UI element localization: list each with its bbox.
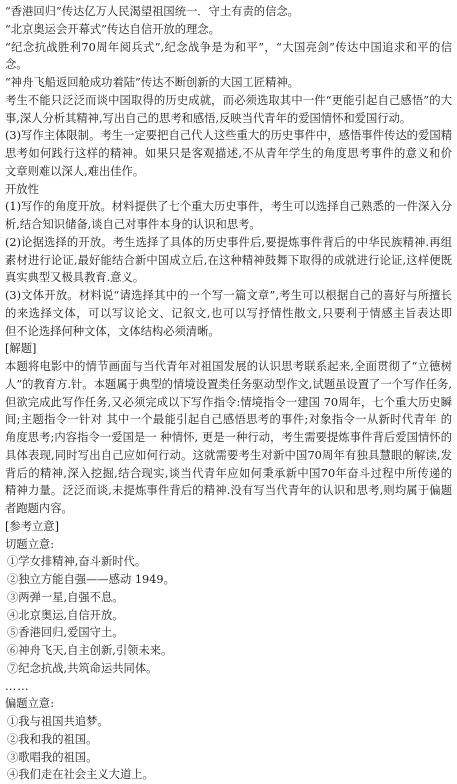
text-line: 文章则难以深人,难出佳作。 [5,164,145,178]
text-line: 析,结合知识储备,谈自己对事件本身的认识和思考。 [5,218,261,231]
text-line: 的来选择文体，可以写议论文、记叙文,也可以写抒情性散文,只要利于情感主旨表达即 [5,306,452,320]
document-page [5,3,452,784]
text-line: “神舟飞船返回舱成功着陆”传达不断创新的大国工匠精神。 [5,76,299,89]
text-line: 考生不能只泛泛而谈中国取得的历史成就，而必须选取其中一件“更能引起自己感悟”的大 [5,93,452,107]
text-line: (3)文体开放。材料说“请选择其中的一个写一篇文章”,考生可以根据自己的喜好与所擅长 [5,289,452,302]
list-item: ③两弹一星,自强不息。 [7,590,124,604]
text-line: 但不论选择何种文体，文体结构必须清晰。 [5,324,220,338]
text-line: 素材进行论证,最好能结合新中国成立后,在这种精神鼓舞下取得的成就进行论证,这样便既 [5,253,452,267]
text-line: 精神力量。泛泛而谈,未提炼事件背后的精神.没有写当代青年的认识和思考,则均属于偏题 [5,484,452,498]
text-line: 具体表现,同时写出自己应如何行动。这就需要考生对新中国70周年有独具慧眼的解读,发 [5,448,452,462]
text-line: (2)论据选择的开放。考生选择了具体的历史事件后,要提炼事件背后的中华民族精神.再组 [5,235,452,249]
text-line: (3)写作主体限制。考生一定要把自己代人这些重大的历史事件中，感悟事件传达的爱国精 [5,129,452,143]
section-heading: [参考立意] [5,519,60,533]
text-line: 念。 [5,58,28,72]
text-line: 者跑题内容。 [5,502,73,515]
text-line: 但欲完成此写作任务,又必须完成以下写作指令:情境指令一建国 70周年，七个重大历史瞬 [5,395,452,409]
section-heading: 开放性 [5,182,39,196]
text-line: “纪念抗战胜利70周年阅兵式”,纪念战争是为和平”，“大国亮剑”传达中国追求和平的信 [5,40,452,54]
list-item: ③歌唱我的祖国。 [7,750,98,764]
text-line: 思考如何践行这样的精神。如果只是客观描述,不从青年学生的角度思考事件的意义和价 [5,147,452,160]
text-line: “香港回归”传达亿万人民渴望祖国统一．守土有责的信念。 [5,5,299,18]
list-item: ①学女排精神,奋斗新时代。 [7,555,147,569]
list-item: ⑦纪念抗战,共筑命运共同体。 [7,661,158,675]
list-item: ②独立方能自强——感动 1949。 [7,573,175,586]
list-item: ⑤香港回归,爱国守土。 [7,626,124,640]
list-item: ④我们走在社会主义大道上。 [7,768,154,782]
list-item: ④北京奥运,自信开放。 [7,608,124,622]
text-line: 事,深人分析其精神,写出自己的思考和感悟,反映当代青年的爱国情怀和爱国行动。 [5,111,412,125]
text-line: (1)写作的角度开放。材料提供了七个重大历史事件，考生可以选择自己熟悉的一件深入分 [5,200,452,214]
list-item: ⑥神舟飞天,自主创新,引领未来。 [7,644,173,657]
text-line: 本题将电影中的情节画面与当代青年对祖国发展的认识思考联系起来,全面贯彻了“立德树 [5,360,452,373]
ellipsis: …… [5,679,30,693]
text-line: 间;主题指令一针对 其中一个最能引起自己感悟思考的事件;对象指令一从新时代青年 的 [5,413,452,427]
text-line: 角度思考;内容指令一爱国是一 种情怀, 更是一种行动，考生需要提炼事件背后爱国情怀的 [5,431,452,444]
section-heading: [解题] [5,342,37,356]
text-line: 真实典型又极具教育.意义。 [5,271,145,285]
subsection-heading: 切题立意: [5,537,54,551]
text-line: 背后的精神,深入挖掘,结合现实,谈当代青年应如何秉承新中国70年奋斗过程中所传递的 [5,466,452,480]
list-item: ②我和我的祖国。 [7,732,98,746]
text-line: “北京奥运会开幕式”传达自信开放的理念。 [5,22,220,36]
subsection-heading: 偏题立意: [5,697,54,711]
list-item: ①我与祖国共追梦。 [7,715,109,728]
text-line: 人”的教育方.针。本题属于典型的情境设置类任务驱动型作文,试题虽设置了一个写作任务, [5,377,452,391]
